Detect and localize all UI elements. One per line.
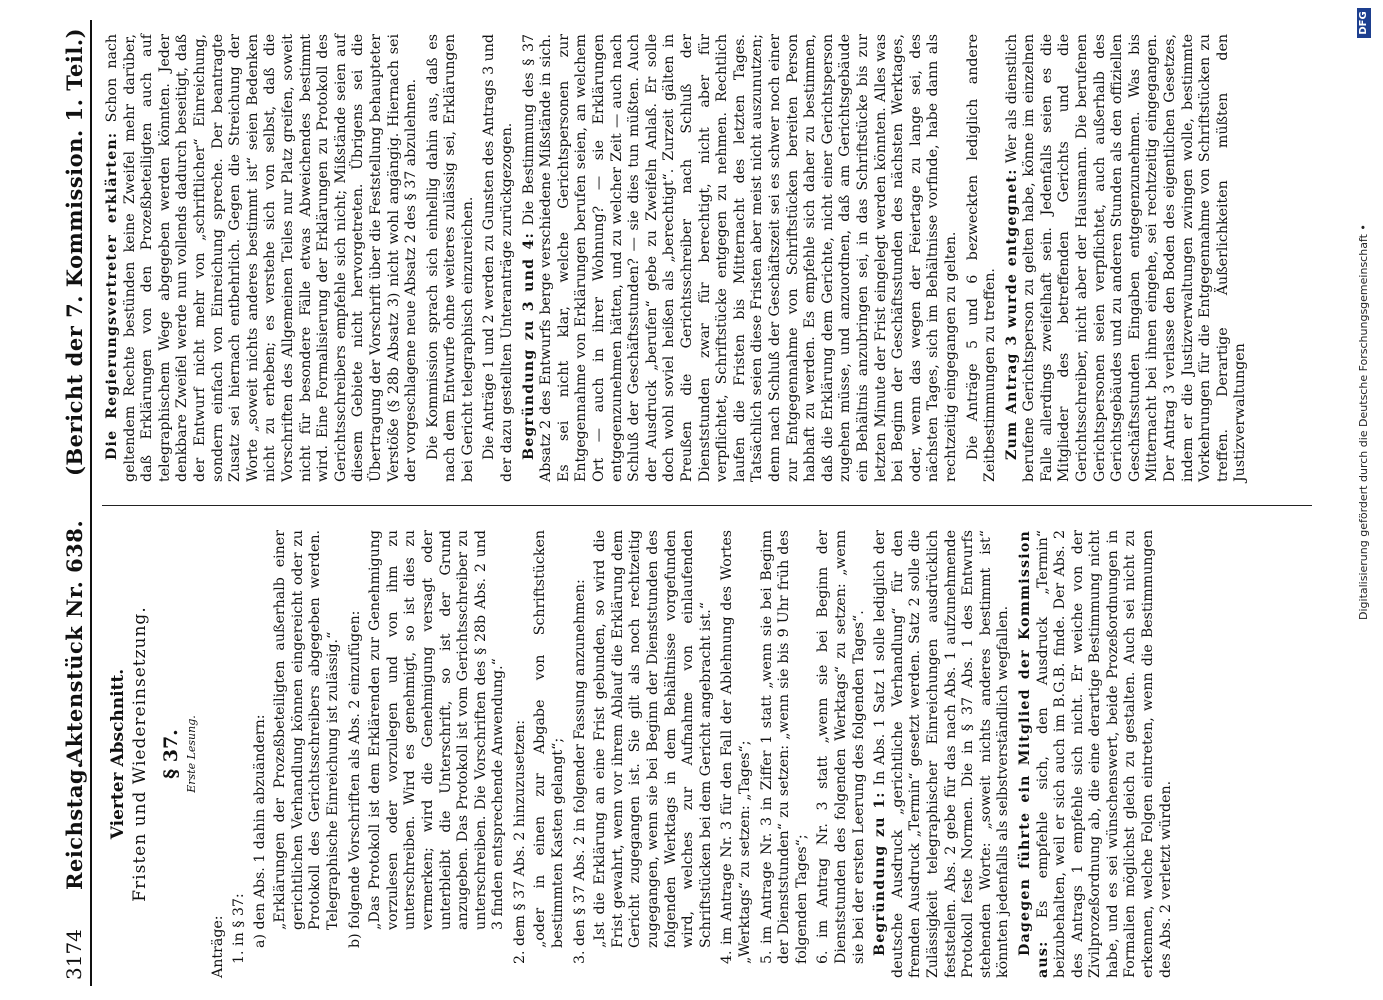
header-reichstag: Reichstag.	[62, 761, 87, 890]
begruendung-1-paragraph	[872, 530, 1013, 978]
dfg-logo: DFG	[1357, 8, 1371, 38]
dagegen-paragraph	[1017, 530, 1175, 978]
left-column	[100, 530, 1175, 978]
right-column	[100, 34, 1250, 482]
item-1a-text: „Erklärungen der Prozeßbeteiligten außerhalb einer gerichtlichen Verhandlung können eingereicht oder zu Protokoll des Gerichtsschreibers abgegeben werden. Telegraphische Einreichung ist zulässig.“	[272, 530, 341, 930]
item-2: 2. dem § 37 Abs. 2 hinzuzusetzen:	[511, 719, 528, 964]
item-1a: a) den Abs. 1 dahin abzuändern:	[251, 714, 268, 948]
dagegen-label: Dagegen führte ein Mitglied der Kommission aus:	[1016, 530, 1051, 978]
item-5: 5. im Antrage Nr. 3 in Ziffer 1 statt „wenn sie bei Beginn der Dienststunden“ zu setzen: „wenn sie bis 9 Uhr früh des folgenden Tages“;	[758, 530, 810, 964]
paragraph-heading: § 37.	[160, 729, 183, 779]
antraege-label: Anträge:	[210, 915, 227, 978]
regierung-label: Die Regierungsvertreter erklärten:	[104, 131, 120, 460]
item-6: 6. im Antrag Nr. 3 statt „wenn sie bei Beginn der Dienststunden des folgenden Werktags“ zu setzen: „wenn sie bei der ersten Leerung des folgenden Tages“.	[815, 530, 867, 964]
running-header	[58, 20, 92, 986]
item-3: 3. den § 37 Abs. 2 in folgender Fassung anzunehmen:	[571, 579, 588, 964]
digitization-attribution: Digitalisierung gefördert durch die Deutsche Forschungsgemeinschaft •	[1357, 224, 1370, 620]
section-title: Vierter Abschnitt.	[108, 668, 128, 840]
begruendung-3-4-label: Begründung zu 3 und 4:	[520, 231, 537, 460]
antrag-3-text: Wer als dienstlich berufene Gerichtsperson zu gelten habe, könne im einzelnen Falle allerdings zweifelhaft sein. Jedenfalls seien es die Mitglieder des betreffenden Gerichts und die Gerichtsschreiber, nicht aber der Hausmann. Die berufenen Gerichtspersonen seien verpflichtet, auch außerhalb des Gerichtsgebäudes und zu anderen Stunden als den offiziellen Geschäftsstunden Eingaben entgegenzunehmen. Was bis Mitternacht bei ihnen eingehe, sei rechtzeitig eingegangen. Der Antrag 3 verlasse den Boden des eigentlichen Gesetzes, indem er die Justizverwaltungen zwingen wolle, bestimmte Vorkehrungen für die Entgegennahme von Schriftstücken zu treffen. Derartige Äußerlichkeiten müßten den Justizverwaltungen	[1003, 34, 1249, 482]
scanned-page-area	[58, 20, 1318, 986]
begruendung-3-4-text: Die Bestimmung des § 37 Absatz 2 des Entwurfs berge verschiedene Mißstände in sich. Es sei nicht klar, welche Gerichtspersonen zur Entgegennahme von Erklärungen berufen seien, an welchem Ort — auch in ihrer Wohnung? — sie Erklärungen entgegenzunehmen hätten, und zu welcher Zeit — auch nach Schluß der Geschäftsstunden? — sie dies tun müßten. Auch der Ausdruck „berufen“ gebe zu Zweifeln Anlaß. Er solle doch wohl soviel heißen als „berechtigt“. Zurzeit gälten in Preußen die Gerichtsschreiber nach Schluß der Dienststunden zwar für berechtigt, nicht aber für verpflichtet, Schriftstücke entgegen zu nehmen. Rechtlich laufen die Fristen bis Mitternacht des letzten Tages. Tatsächlich seien diese Fristen aber meist nicht auszunutzen; denn nach Schluß der Geschäftszeit sei es schwer noch einer zur Entgegennahme von Schriftstücken bereiten Person habhaft zu werden. Es empfehle sich daher zu bestimmen, daß die Erklärung dem Gerichte, nicht einer Gerichtsperson zugehen müsse, und anzuordnen, daß am Gerichtsgebäude ein Behältnis anzubringen sei, in das Schriftstücke bis zur letzten Minute der Frist eingelegt werden könnten. Alles was bei Beginn der Geschäftsstunden des nächsten Werktages, oder, wenn das wegen der Feiertage zu lange sei, des nächsten Tages, sich im Behältnisse vorfinde, habe dann als rechtzeitig eingegangen zu gelten.	[520, 33, 959, 482]
antrag-3-label: Zum Antrag 3 wurde entgegnet:	[1003, 168, 1020, 460]
item-2-text: „oder in einen zur Abgabe von Schriftstücken bestimmten Kasten gelangt“;	[532, 530, 567, 948]
section-subtitle: Fristen und Wiedereinsetzung.	[129, 606, 150, 902]
antrag-3-paragraph	[1004, 34, 1250, 482]
kommission-paragraph: Die Kommission sprach sich einhellig dahin aus, daß es nach dem Entwurfe ohne weiteres zulässig sei, Erklärungen bei Gericht telegraphisch einzureichen.	[424, 34, 476, 482]
regierung-paragraph	[104, 34, 421, 482]
header-bericht: (Bericht der 7. Kommission. 1. Teil.)	[62, 27, 87, 476]
begruendung-1-label: Begründung zu 1:	[872, 791, 889, 956]
item-1: 1. in § 37:	[230, 893, 247, 964]
item-3-text: „Ist die Erklärung an eine Frist gebunden, so wird die Frist gewahrt, wenn vor ihrem Ablauf die Erklärung dem Gericht zugegangen ist. Sie gilt als noch rechtzeitig zugegangen, wenn sie bei Beginn der Dienststunden des folgenden Werktags in dem Behältnisse vorgefunden wird, welches zur Aufnahme von einlaufenden Schriftstücken bei dem Gericht angebracht ist.“	[592, 530, 714, 948]
item-1b: b) folgende Vorschriften als Abs. 2 einzufügen:	[346, 610, 363, 948]
antraege-5-6-paragraph: Die Anträge 5 und 6 bezweckten lediglich andere Zeitbestimmungen zu treffen.	[964, 34, 999, 482]
item-1b-text: „Das Protokoll ist dem Erklärenden zur Genehmigung vorzulesen oder vorzulegen und von ihm zu unterschreiben. Wird es genehmigt, so ist dies zu vermerken; wird die Genehmigung versagt oder unterbleibt die Unterschrift, so ist der Grund anzugeben. Das Protokoll ist vom Gerichtsschreiber zu unterschreiben. Die Vorschriften des § 28b Abs. 2 und 3 finden entsprechende Anwendung.“	[367, 530, 507, 930]
item-4: 4. im Antrage Nr. 3 für den Fall der Ablehnung des Wortes „Werktags“ zu setzen: „Tages“;	[719, 530, 753, 964]
begruendung-1-text: In Abs. 1 Satz 1 solle lediglich der deutsche Ausdruck „gerichtliche Verhandlung“ für den fremden Ausdruck „Termin“ gesetzt werden. Satz 2 solle die Zulässigkeit telegraphischer Einreichungen ausdrücklich feststellen. Abs. 2 gebe für das nach Abs. 1 aufzunehmende Protokoll feste Normen. Die in § 37 Abs. 1 des Entwurfs stehenden Worte: „soweit nichts anderes bestimmt ist“ könnten jedenfalls als selbstverständlich wegfallen.	[872, 530, 1012, 978]
dagegen-text: Es empfehle sich, den Ausdruck „Termin“ beizubehalten, weil er sich auch im B.G.B. finde. Der Abs. 2 des Antrags 1 empfehle sich nicht. Er weiche von der Zivilprozeßordnung ab, die eine derartige Bestimmung nicht habe, und es sei wünschenswert, beide Prozeßordnungen in Formalien möglichst gleich zu gestalten. Auch sei nicht zu erkennen, welche Folgen eintreten, wenn die Bestimmungen des Abs. 2 verletzt würden.	[1034, 530, 1174, 978]
header-aktenstueck: Aktenstück Nr. 638.	[62, 519, 87, 764]
antraege-zurueckgezogen-paragraph: Die Anträge 1 und 2 werden zu Gunsten des Antrags 3 und der dazu gestellten Unteranträge zurückgezogen.	[481, 34, 516, 482]
reading-note: Erste Lesung.	[184, 715, 198, 793]
regierung-text: Schon nach geltendem Rechte bestünden keine Zweifel mehr darüber, daß Erklärungen von den Prozeßbeteiligten auch auf telegraphischem Wege abgegeben werden könnten. Jeder denkbare Zweifel werde nun vollends dadurch beseitigt, daß der Entwurf nicht mehr von „schriftlicher“ Einreichung, sondern einfach von Einreichung spreche. Der beantragte Zusatz sei hiernach entbehrlich. Gegen die Streichung der Worte „soweit nichts anderes bestimmt ist“ seien Bedenken nicht zu erheben; es verstehe sich von selbst, daß die Vorschriften des Allgemeinen Teiles nur Platz greifen, soweit nicht für besondere Fälle etwas Abweichendes bestimmt wird. Eine Formalisierung der Erklärungen zu Protokoll des Gerichtsschreibers empfehle sich nicht; Mißstände seien auf diesem Gebiete nicht hervorgetreten. Übrigens sei die Übertragung der Vorschrift über die Feststellung behaupteter Verstöße (§ 28b Absatz 3) nicht wohl angängig. Hiernach sei der vorgeschlagene neue Absatz 2 des § 37 abzulehnen.	[104, 34, 420, 482]
page-number: 3174	[62, 929, 86, 980]
column-divider	[102, 505, 1312, 506]
begruendung-3-4-paragraph	[521, 34, 961, 482]
